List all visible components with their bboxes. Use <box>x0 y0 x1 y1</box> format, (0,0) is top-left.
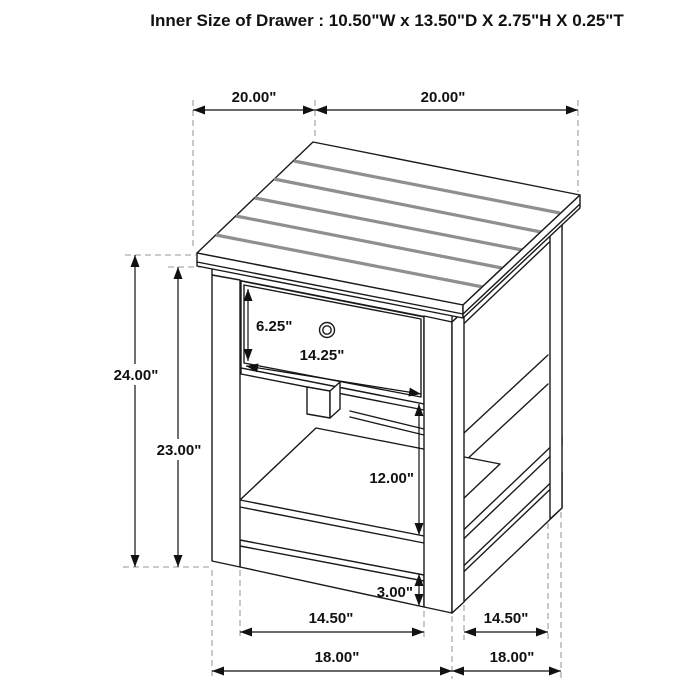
dim-label: 3.00" <box>376 584 413 601</box>
front-left-leg <box>212 275 240 567</box>
dim-overall-height <box>106 255 165 567</box>
dim-base-width <box>212 649 452 671</box>
side-interior-edge <box>464 355 548 433</box>
drawer-glide-block <box>307 387 330 418</box>
dim-label: 14.25" <box>299 347 345 364</box>
front-right-leg <box>424 316 452 613</box>
dim-base-depth <box>452 649 561 671</box>
dim-front-leg-gap <box>240 610 424 632</box>
dim-top-width <box>315 89 578 110</box>
side-interior-edge <box>464 384 548 462</box>
dim-label: 12.00" <box>369 470 414 487</box>
drawer-inner-size-title: Inner Size of Drawer : 10.50"W x 13.50"D X 2.75"H X 0.25"T <box>150 11 624 30</box>
back-right-leg <box>550 217 562 519</box>
dim-base-height <box>149 267 208 567</box>
front-right-leg-side <box>452 311 464 613</box>
dim-label: 20.00" <box>231 89 277 106</box>
dim-label: 20.00" <box>420 89 466 106</box>
dim-top-depth <box>193 89 315 110</box>
dim-label: 24.00" <box>113 367 159 384</box>
dim-label: 14.50" <box>483 610 529 627</box>
dim-label: 18.00" <box>314 649 360 666</box>
dim-label: 23.00" <box>156 442 202 459</box>
dim-side-leg-gap <box>464 610 548 632</box>
dim-label: 18.00" <box>489 649 535 666</box>
dim-label: 6.25" <box>256 318 293 335</box>
dim-label: 14.50" <box>308 610 354 627</box>
